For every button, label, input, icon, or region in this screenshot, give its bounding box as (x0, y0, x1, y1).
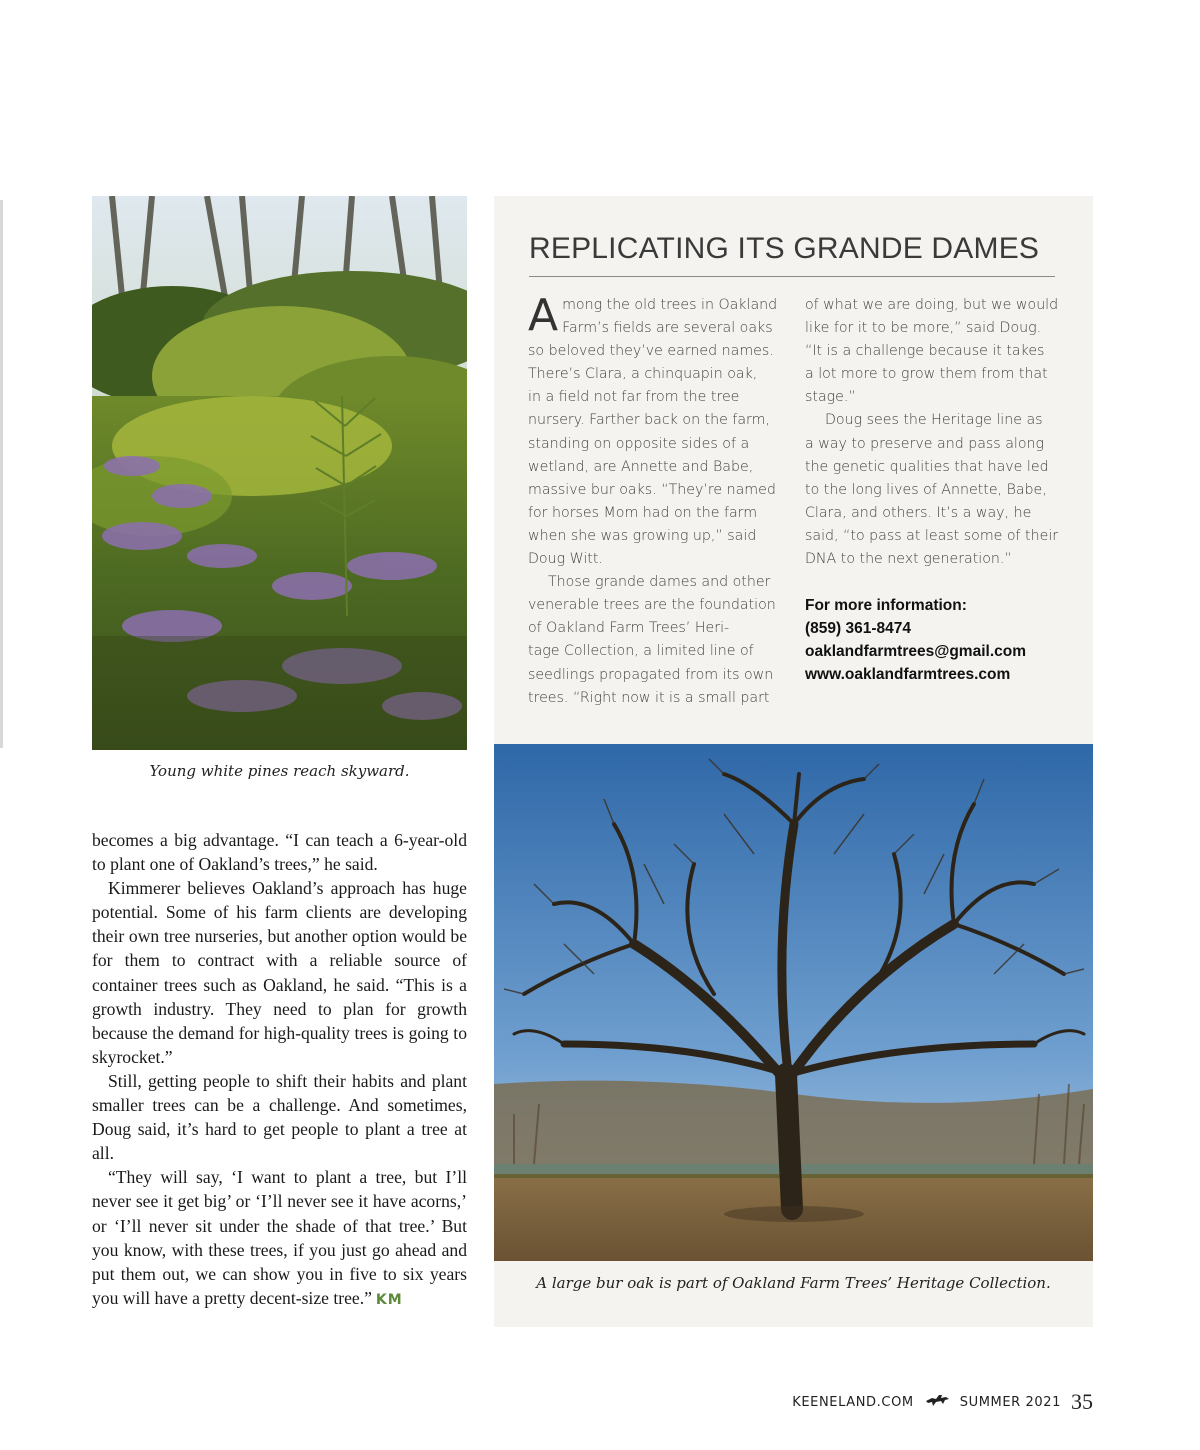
sidebar-line: so beloved they’ve earned names. (528, 343, 774, 360)
footer-issue: SUMMER 2021 (959, 1394, 1061, 1410)
sidebar-line: Those grande dames and other (548, 574, 771, 591)
white-pines-photo (92, 196, 467, 750)
sidebar-column-2 (805, 294, 1059, 687)
sidebar-line: Clara, and others. It’s a way, he (805, 504, 1032, 521)
sidebar-line: in a field not far from the tree (528, 389, 740, 406)
author-signoff: KM (375, 1291, 403, 1308)
sidebar-line: a way to preserve and pass along (805, 435, 1045, 452)
sidebar-line: when she was growing up,” said (528, 527, 757, 544)
sidebar-line: massive bur oaks. “They’re named (528, 481, 776, 498)
sidebar-line: the genetic qualities that have led (805, 458, 1049, 475)
body-paragraph-final (92, 1165, 467, 1312)
sidebar-line: There’s Clara, a chinquapin oak, (528, 366, 758, 383)
drop-cap: A (528, 290, 559, 341)
sidebar-line: stage.” (805, 389, 856, 406)
contact-phone[interactable]: (859) 361-8474 (805, 620, 911, 638)
sidebar-line: for horses Mom had on the farm (528, 504, 758, 521)
sidebar-line: “It is a challenge because it takes (805, 343, 1045, 360)
page-number: 35 (1071, 1389, 1093, 1414)
sidebar-column-1 (528, 290, 778, 710)
sidebar-line: DNA to the next generation.” (805, 551, 1012, 568)
contact-label: For more information: (805, 597, 967, 615)
sidebar-line: Doug Witt. (528, 551, 603, 568)
sidebar-line: Doug sees the Heritage line as (825, 412, 1043, 429)
sidebar-line: standing on opposite sides of a (528, 435, 750, 452)
page-edge-divider (0, 200, 3, 748)
sidebar-line: to the long lives of Annette, Babe, (805, 481, 1047, 498)
horse-and-jockey-icon (924, 1392, 950, 1412)
sidebar-line: of Oakland Farm Trees’ Heri- (528, 620, 730, 637)
bur-oak-photo (494, 744, 1093, 1261)
sidebar-line: a lot more to grow them from that (805, 366, 1048, 383)
sidebar-line: said, “to pass at least some of their (805, 527, 1059, 544)
body-paragraph: Still, getting people to shift their habits and plant smaller trees can be a challenge. And sometimes, Doug said, it’s hard to get people to plant a tree at all. (92, 1070, 467, 1164)
oak-photo-caption: A large bur oak is part of Oakland Farm Trees’ Heritage Collection. (536, 1274, 1051, 1292)
sidebar-heading: REPLICATING ITS GRANDE DAMES (529, 232, 1055, 277)
body-paragraph: becomes a big advantage. “I can teach a 6-year-old to plant one of Oakland’s trees,” he said. (92, 830, 467, 875)
sidebar-line: wetland, are Annette and Babe, (528, 458, 754, 475)
contact-website[interactable]: www.oaklandfarmtrees.com (805, 666, 1011, 684)
sidebar-line: nursery. Farther back on the farm, (528, 412, 770, 429)
pines-photo-caption: Young white pines reach skyward. (149, 762, 410, 780)
sidebar-box (494, 196, 1093, 1327)
contact-email[interactable]: oaklandfarmtrees@gmail.com (805, 643, 1026, 661)
sidebar-line: tage Collection, a limited line of (528, 643, 754, 660)
sidebar-line: seedlings propagated from its own (528, 666, 774, 683)
footer-site[interactable]: KEENELAND.COM (792, 1394, 914, 1410)
page-footer (792, 1390, 1093, 1414)
sidebar-line: like for it to be more,” said Doug. (805, 320, 1042, 337)
sidebar-line: venerable trees are the foundation (528, 597, 776, 614)
contact-info (805, 594, 1055, 686)
article-body-continued (92, 828, 467, 1312)
sidebar-line: trees. “Right now it is a small part (528, 689, 770, 706)
body-paragraph-text: “They will say, ‘I want to plant a tree, but I’ll never see it get big’ or ‘I’ll never see it have acorns,’ or ‘I’ll never sit under the shade of that tree.’ But you know, with these trees, if you just go ahead and put them out, we can show you in five to six years you will have a pretty decent-size tree.” (92, 1167, 467, 1308)
sidebar-line: Farm’s fields are several oaks (562, 320, 773, 337)
sidebar-line: of what we are doing, but we would (805, 297, 1059, 313)
sidebar-line: Among the old trees in Oakland (528, 290, 778, 341)
body-paragraph: Kimmerer believes Oakland’s approach has huge potential. Some of his farm clients are developing their own tree nurseries, but another option would be for them to contract with a reliable source of container trees such as Oakland, he said. “This is a growth industry. They need to plan for growth because the demand for high-quality trees is going to skyrocket.” (92, 878, 467, 1067)
